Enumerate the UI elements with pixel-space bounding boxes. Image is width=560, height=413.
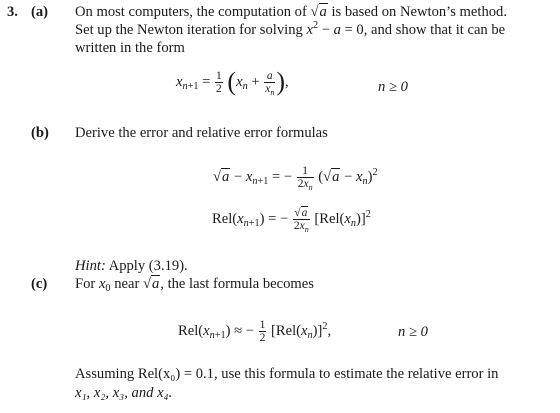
part-c-line-1: For $x_0$ near √a, the last formula becomes: [75, 276, 314, 294]
part-a-line-1-pre: On most computers, the computation of: [75, 4, 307, 20]
part-a-line-2: Set up the Newton iteration for solving $x^2 - a = 0$, and show that it can be: [75, 20, 506, 38]
part-b-text: Derive the error and relative error formulas: [75, 125, 328, 141]
part-a-line-1-post: is based on Newton’s method.: [331, 4, 507, 20]
problem-number: 3.: [7, 4, 18, 20]
sqrt-a: √a: [310, 4, 327, 20]
part-b-label: (b): [31, 125, 49, 141]
part-c-text-post: , the last formula becomes: [160, 276, 314, 292]
part-c-text-mid: near: [114, 276, 140, 292]
hint-text: Apply (3.19).: [108, 258, 188, 274]
hint: [75, 258, 188, 275]
part-c-assume-line: Assuming Rel(x₀) = 0.1, use this formula to estimate the relative error in: [75, 366, 499, 382]
part-a-line-3: written in the form: [75, 40, 185, 56]
part-a-line-2-pre: Set up the Newton iteration for solving: [75, 22, 303, 38]
part-a-line-2-post: = 0, and show that it can be: [344, 22, 506, 38]
approx-relative-error-equation: $Rel(x_{n+1})$ ≈ − $\frac{1}{2}$ $[Rel(x_n)]^2$,: [178, 319, 332, 345]
error-equation: $√a - x_{n+1}$ = − $\frac{1}{2x_n}$ $(√a - x_n)^2$: [213, 165, 378, 193]
part-c-last-line: x₁, x₂, x₃, and x₄.: [75, 385, 173, 401]
hint-label: Hint:: [75, 258, 106, 274]
relative-error-equation: $Rel(x_{n+1})$ = − $\frac{√a}{2x_n}$ $[Rel(x_n)]^2$: [212, 207, 371, 235]
approx-equation-condition: n ≥ 0: [398, 324, 428, 340]
part-c-text-pre: For: [75, 276, 96, 292]
part-a-label: (a): [31, 4, 49, 20]
newton-equation-condition: n ≥ 0: [378, 79, 408, 95]
part-c-label: (c): [31, 276, 48, 292]
newton-equation: $x_{n+1}$ = $\frac{1}{2}$ ($x_n$ + $\frac{a}{x_n}$ ),: [176, 66, 289, 98]
part-a-line-1: [75, 4, 507, 21]
